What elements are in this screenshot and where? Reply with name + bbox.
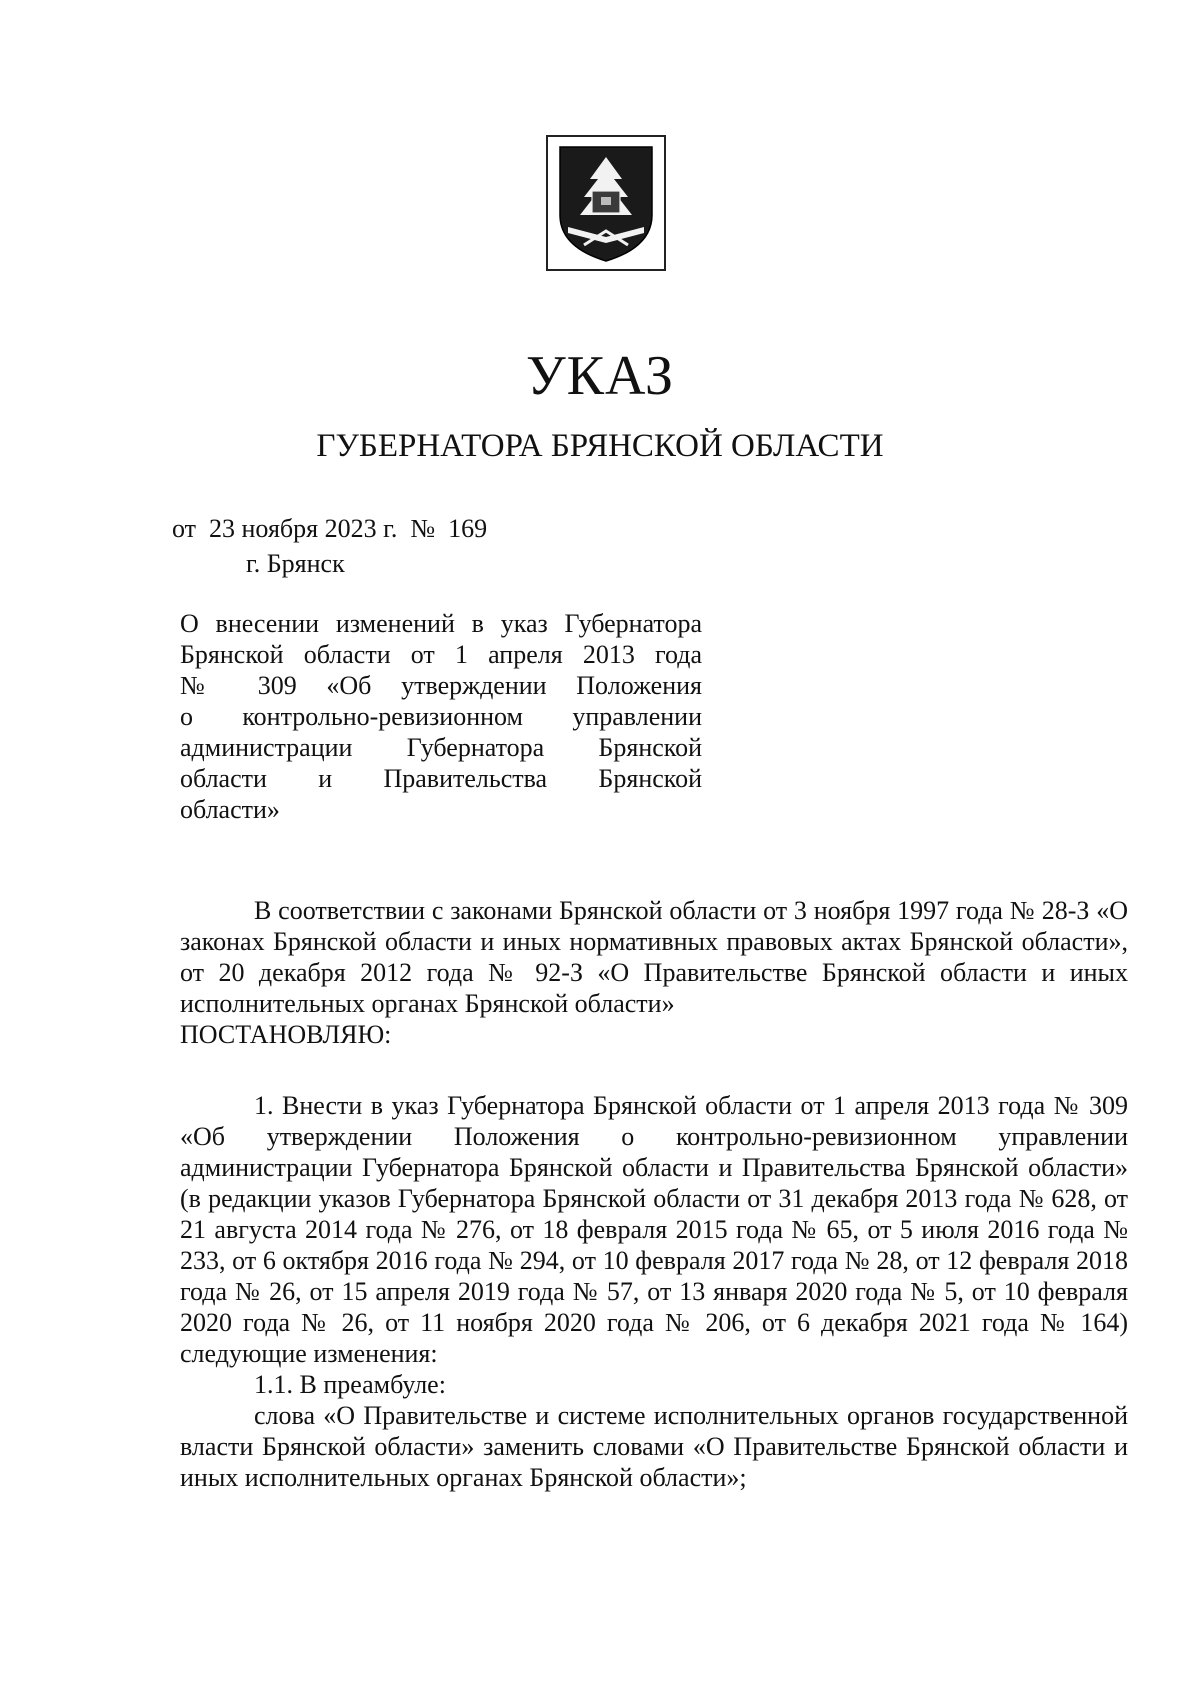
document-subject: [180, 608, 702, 825]
item-1-paragraph: 1. Внести в указ Губернатора Брянской области от 1 апреля 2013 года № 309 «Об утверждении Положения о контрольно-ревизионном управлении администрации Губернатора Брянской области и Правительства Брянской области» (в редакции указов Губернатора Брянской области от 31 декабря 2013 года № 628, от 21 августа 2014 года № 276, от 18 февраля 2015 года № 65, от 5 июля 2016 года № 233, от 6 октября 2016 года № 294, от 10 февраля 2017 года № 28, от 12 февраля 2018 года № 26, от 15 апреля 2019 года № 57, от 13 января 2020 года № 5, от 10 февраля 2020 года № 26, от 11 ноября 2020 года № 206, от 6 декабря 2021 года № 164) следующие изменения:: [180, 1091, 1128, 1368]
item-1-1-heading: 1.1. В преамбуле:: [254, 1370, 446, 1399]
subject-line: области»: [180, 795, 280, 824]
document-date-number: от 23 ноября 2023 г. № 169: [172, 514, 488, 543]
subject-line: о контрольно-ревизионном управлении: [180, 702, 702, 731]
subject-line: Брянской области от 1 апреля 2013 года: [180, 640, 702, 669]
document-title: УКАЗ: [525, 345, 675, 407]
decree-word: ПОСТАНОВЛЯЮ:: [180, 1020, 392, 1049]
subject-line: области и Правительства Брянской: [180, 764, 702, 793]
subject-line: администрации Губернатора Брянской: [180, 733, 702, 762]
subject-line: № 309 «Об утверждении Положения: [180, 671, 702, 700]
coat-of-arms-icon: [546, 135, 666, 271]
document-place: г. Брянск: [246, 549, 345, 578]
preamble-block: [180, 895, 1128, 1050]
decree-items: [180, 1090, 1128, 1493]
document-subtitle: ГУБЕРНАТОРА БРЯНСКОЙ ОБЛАСТИ: [316, 428, 884, 464]
subject-line: О внесении изменений в указ Губернатора: [180, 609, 702, 638]
item-1-1-paragraph: слова «О Правительстве и системе исполнительных органов государственной власти Брянской области» заменить словами «О Правительстве Брянской области и иных исполнительных органах Брянской области»;: [180, 1401, 1128, 1492]
preamble-paragraph: В соответствии с законами Брянской области от 3 ноября 1997 года № 28-З «О законах Брянской области и иных нормативных правовых актах Брянской области», от 20 декабря 2012 года № 92-З «О Правительстве Брянской области и иных исполнительных органах Брянской области»: [180, 896, 1128, 1018]
